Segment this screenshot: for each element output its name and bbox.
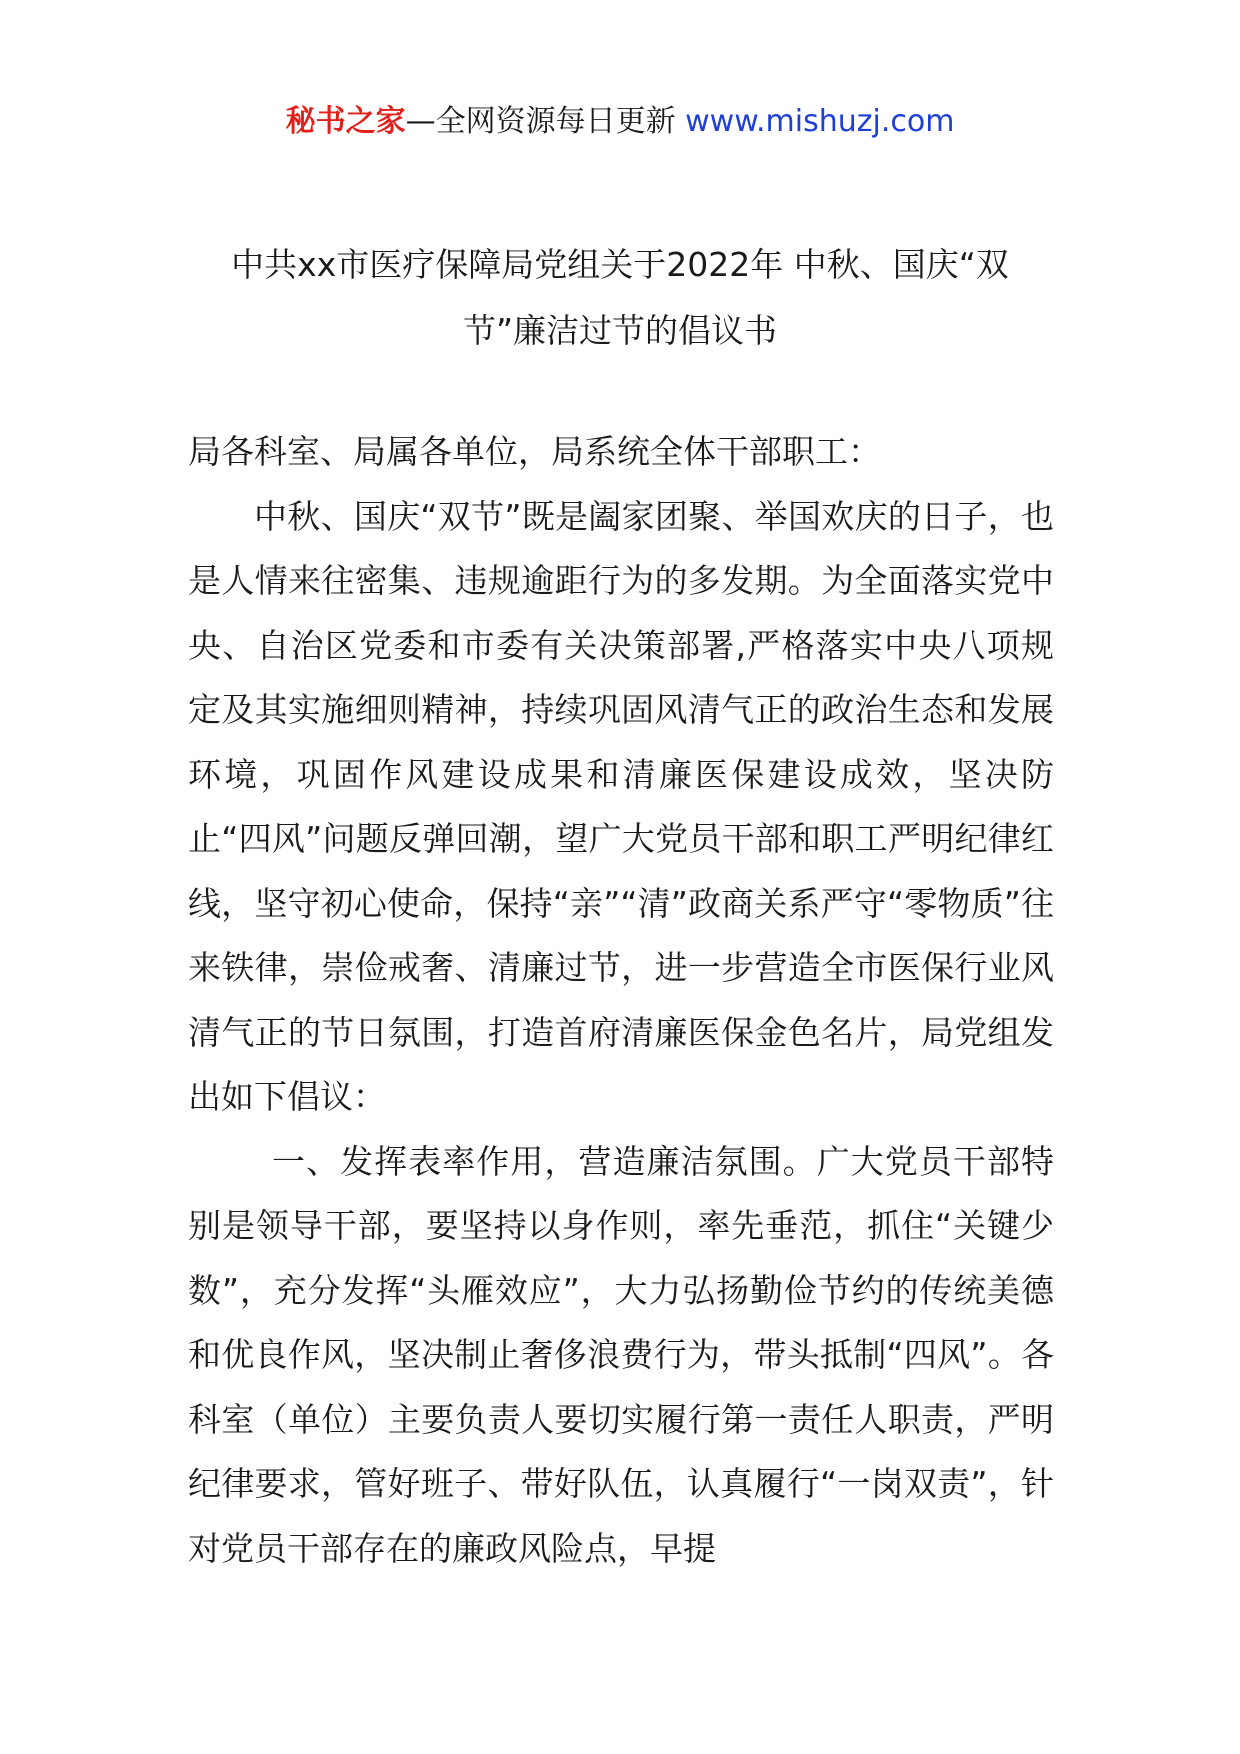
salutation: 局各科室、局属各单位，局系统全体干部职工： — [188, 432, 881, 471]
header-tagline: —全网资源每日更新 — [405, 104, 686, 139]
body-paragraph: 中秋、国庆“双节”既是阖家团聚、举国欢庆的日子，也是人情来往密集、违规逾距行为的多发期。为全面落实党中央、自治区党委和市委有关决策部署,严格落实中央八项规定及其实施细则精神，持续巩固风清气正的政治生态和发展环境，巩固作风建设成果和清廉医保建设成效，坚决防止“四风”问题反弹回潮，望广大党员干部和职工严明纪律红线，坚守初心使命，保持“亲”“清”政商关系严守“零物质”往来铁律，崇俭戒奢、清廉过节，进一步营造全市医保行业风清气正的节日氛围，打造首府清廉医保金色名片，局党组发出如下倡议： — [188, 496, 1054, 1116]
document-title: 中共xx市医疗保障局党组关于2022年 中秋、国庆“双节”廉洁过节的倡议书 — [231, 245, 1009, 350]
brand-name: 秘书之家 — [285, 104, 406, 139]
body-paragraph: 一、发挥表率作用，营造廉洁氛围。广大党员干部特别是领导干部，要坚持以身作则，率先垂范，抓住“关键少数”，充分发挥“头雁效应”，大力弘扬勤俭节约的传统美德和优良作风，坚决制止奢侈浪费行为，带头抵制“四风”。各科室（单位）主要负责人要切实履行第一责任人职责，严明纪律要求，管好班子、带好队伍，认真履行“一岗双责”，针对党员干部存在的廉政风险点，早提 — [188, 1141, 1054, 1568]
site-url-link[interactable]: www.mishuzj.com — [685, 104, 955, 139]
site-header — [0, 100, 1240, 144]
document-body — [188, 420, 1054, 1581]
